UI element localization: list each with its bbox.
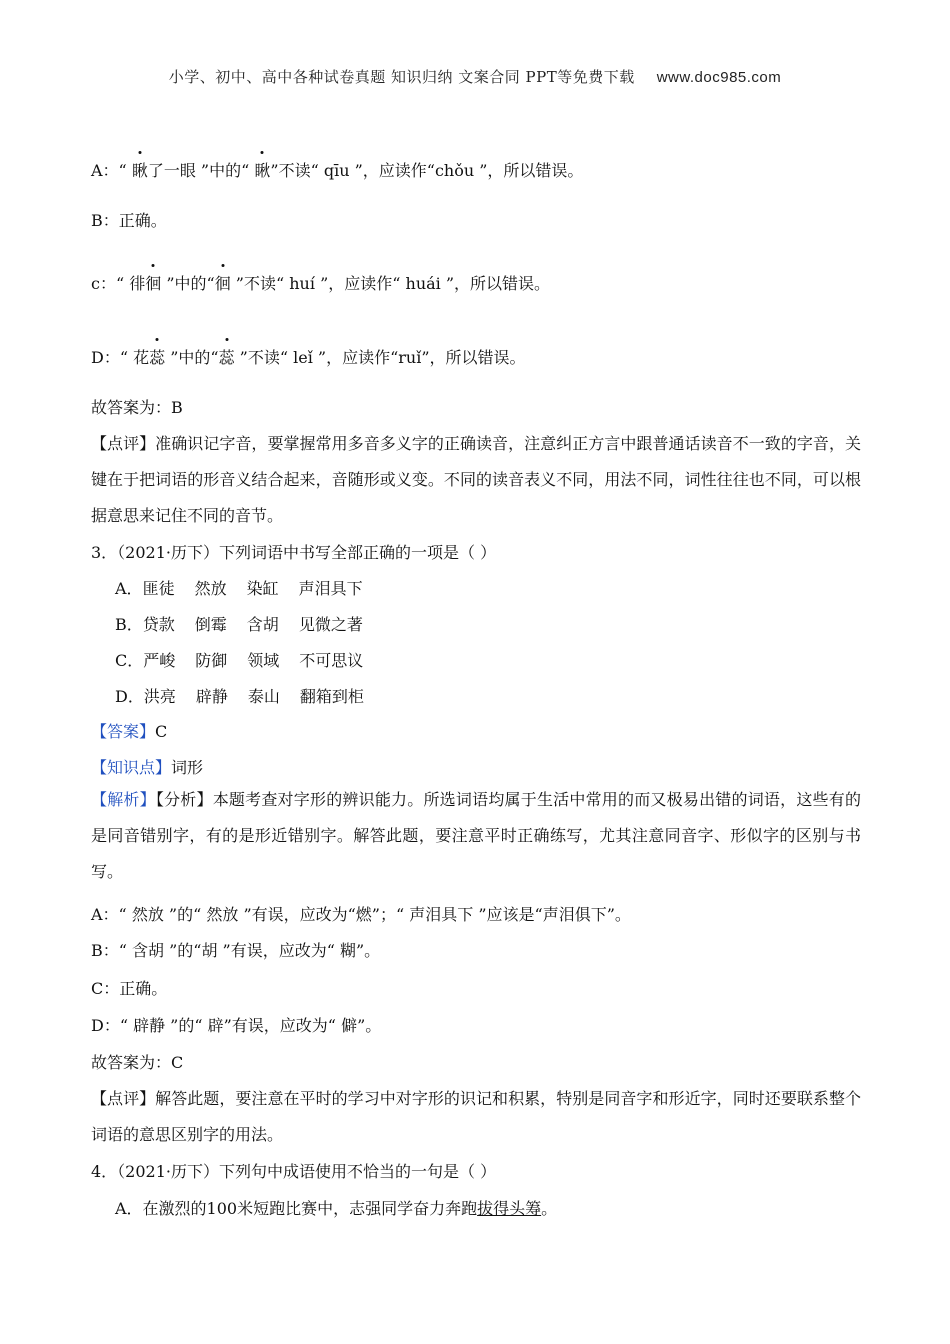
- q2-option-b-explanation: B：正确。: [91, 211, 167, 230]
- answer-value: C: [155, 722, 168, 741]
- q3-answer: [91, 719, 167, 742]
- q2-answer: 故答案为：B: [91, 398, 183, 417]
- q3-final-answer: 故答案为：C: [91, 1053, 184, 1072]
- analysis-label: 【解析】: [91, 790, 156, 809]
- q3-option-c: C．严峻 防御 领域 不可思议: [115, 651, 364, 670]
- knowledge-point-value: 词形: [171, 758, 204, 777]
- q2-option-d-explanation: D：“ 花蕊 ”中的“蕊 ”不读“ leǐ ”，应读作“ruǐ”，所以错误。: [91, 345, 526, 368]
- q3-option-a-explanation: A：“ 然放 ”的“ 然放 ”有误，应改为“燃”；“ 声泪具下 ”应该是“声泪俱下”。: [91, 905, 631, 924]
- q2-option-a-explanation: A：“ 瞅了一眼 ”中的“ 瞅”不读“ qīu ”，应读作“chǒu ”，所以错误。: [91, 158, 583, 181]
- emphasized-char: 瞅: [254, 158, 270, 181]
- header-text: 小学、初中、高中各种试卷真题 知识归纳 文案合同 PPT等免费下载: [168, 68, 635, 86]
- emphasized-char: 徊: [215, 271, 231, 294]
- q3-option-a: A．匪徒 然放 染缸 声泪具下: [115, 579, 363, 598]
- q2-option-c-explanation: c：“ 徘徊 ”中的“徊 ”不读“ huí ”，应读作“ huái ”，所以错误。: [91, 271, 550, 294]
- q3-stem: 3．（2021·历下）下列词语中书写全部正确的一项是（ ）: [91, 543, 497, 562]
- q3-option-b-explanation: B：“ 含胡 ”的“胡 ”有误，应改为“ 糊”。: [91, 941, 381, 960]
- q3-option-b: B．贷款 倒霉 含胡 见微之著: [115, 615, 363, 634]
- q3-comment: 【点评】解答此题，要注意在平时的学习中对字形的识记和积累，特别是同音字和形近字，同时还要联系整个词语的意思区别字的用法。: [91, 1089, 861, 1144]
- q3-option-d: D．洪亮 辟静 泰山 翻箱到柜: [115, 687, 364, 706]
- q3-option-c-explanation: C：正确。: [91, 979, 168, 998]
- analysis-text: 【分析】本题考查对字形的辨识能力。所选词语均属于生活中常用的而又极易出错的词语，这些有的是同音错别字，有的是形近错别字。解答此题，要注意平时正确练写，尤其注意同音字、形似字的区别与书写。: [91, 790, 861, 881]
- q3-option-d-explanation: D：“ 辟静 ”的“ 辟”有误，应改为“ 僻”。: [91, 1016, 382, 1035]
- emphasized-char: 徊: [145, 271, 161, 294]
- page-header: [0, 66, 950, 87]
- emphasized-char: 瞅: [132, 158, 148, 181]
- underlined-idiom: 拔得头筹: [477, 1199, 542, 1218]
- q4-stem: 4．（2021·历下）下列句中成语使用不恰当的一句是（ ）: [91, 1162, 497, 1181]
- emphasized-char: 蕊: [219, 345, 235, 368]
- answer-label: 【答案】: [91, 722, 156, 741]
- q3-analysis: [91, 782, 861, 890]
- q2-comment: 【点评】准确识记字音，要掌握常用多音多义字的正确读音，注意纠正方言中跟普通话读音不一致的字音，关键在于把词语的形音义结合起来，音随形或义变。不同的读音表义不同，用法不同，词性往往也不同，可以根据意思来记住不同的音节。: [91, 434, 861, 525]
- knowledge-point-label: 【知识点】: [91, 758, 172, 777]
- q4-option-a: A．在激烈的100米短跑比赛中，志强同学奋力奔跑拔得头筹。: [115, 1199, 558, 1218]
- header-site: www.doc985.com: [656, 69, 782, 86]
- q3-knowledge-point: [91, 755, 203, 778]
- emphasized-char: 蕊: [149, 345, 165, 368]
